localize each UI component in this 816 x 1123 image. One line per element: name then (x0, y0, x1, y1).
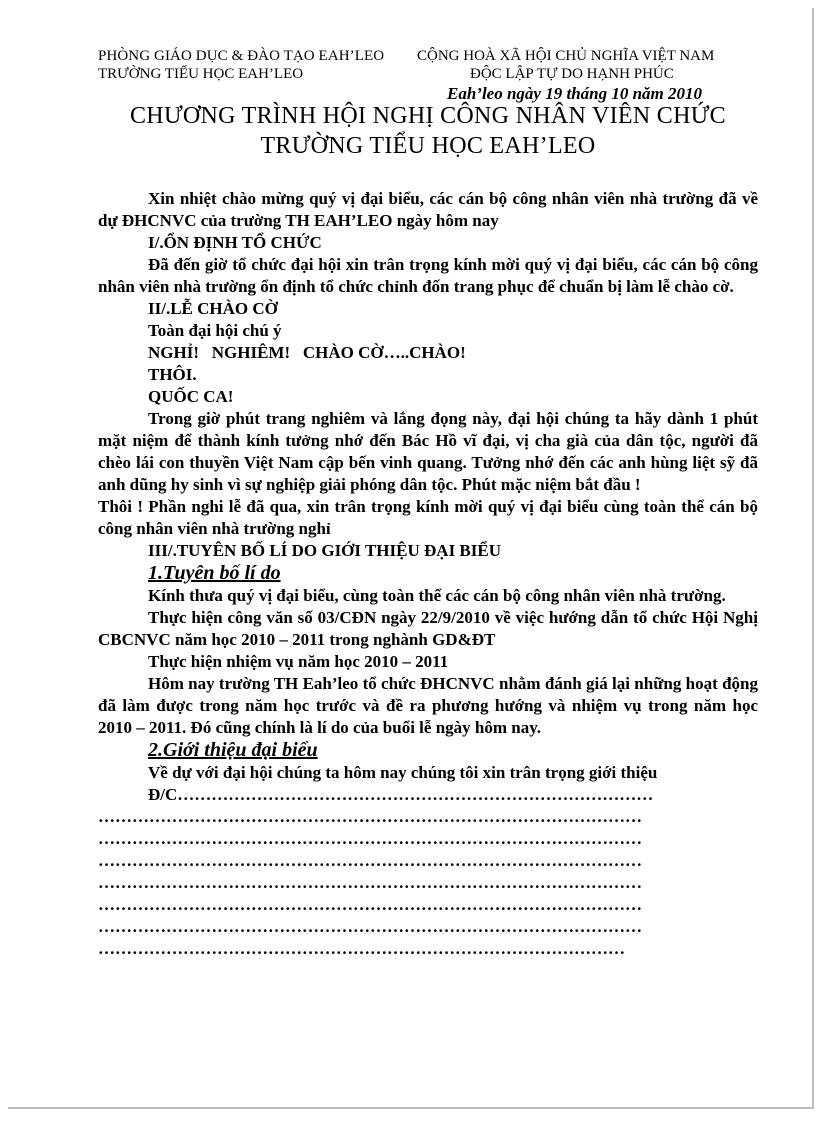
command-rest: NGHỈ! (148, 343, 199, 362)
document-title-line1: CHƯƠNG TRÌNH HỘI NGHỊ CÔNG NHÂN VIÊN CHỨC (130, 103, 726, 129)
national-motto: ĐỘC LẬP TỰ DO HẠNH PHÚC (470, 66, 674, 82)
page-edge-bottom (8, 1107, 814, 1109)
section-1-heading: I/.ỔN ĐỊNH TỔ CHỨC (148, 233, 322, 252)
section-2-heading: II/.LỄ CHÀO CỜ (148, 299, 278, 318)
section-3-heading: III/.TUYÊN BỐ LÍ DO GIỚI THIỆU ĐẠI BIỂU (148, 541, 501, 560)
document-date: Eah’leo ngày 19 tháng 10 năm 2010 (447, 84, 703, 103)
document-body (98, 188, 758, 960)
silence-paragraph: Trong giờ phút trang nghiêm và lắng đọng này, đại hội chúng ta hãy dành 1 phút mặt niệm để thành kính tưởng nhớ đến Bác Hồ vĩ đại, vị cha già của dân tộc, người đã chèo lái con thuyền Việt Nam cập bến vinh quang. Tưởng nhớ đến các anh hùng liệt sỹ đã anh dũng hy sinh vì sự nghiệp giải phóng dân tộc. Phút mặc niệm bắt đầu ! (98, 409, 758, 494)
command-attention: NGHIÊM! (211, 343, 291, 362)
section-1-paragraph: Đã đến giờ tổ chức đại hội xin trân trọng kính mời quý vị đại biểu, các cán bộ công nhân viên nhà trường ổn định tổ chức chỉnh đốn trang phục để chuẩn bị làm lễ chào cờ. (98, 255, 758, 296)
purpose-paragraph: Hôm nay trường TH Eah’leo tổ chức ĐHCNVC nhằm đánh giá lại những hoạt động đã làm được trong năm học trước và đề ra phương hướng và nhiệm vụ trong năm học 2010 – 2011. Đó cũng chính là lí do của buổi lễ ngày hôm nay. (98, 674, 758, 737)
greeting-paragraph: Kính thưa quý vị đại biểu, cùng toàn thể các cán bộ công nhân viên nhà trường. (148, 586, 726, 605)
department-name: PHÒNG GIÁO DỤC & ĐÀO TẠO EAH’LEO (98, 48, 385, 64)
subsection-2-heading: 2.Giới thiệu đại biểu (148, 739, 318, 761)
dotted-line: …………………………………………………………………………………… (98, 917, 642, 936)
document-title-line2: TRƯỜNG TIỂU HỌC EAH’LEO (260, 133, 596, 159)
dotted-line: …………………………………………………………………………………… (98, 873, 642, 892)
dotted-line: …………………………………………………………………………………… (98, 807, 642, 826)
document-header (0, 48, 816, 108)
school-name: TRƯỜNG TIỂU HỌC EAH’LEO (98, 66, 304, 82)
stop-line: THÔI. (148, 365, 197, 384)
attention-line: Toàn đại hội chú ý (148, 321, 282, 340)
dotted-line: ………………………………………………………………………………… (98, 939, 625, 958)
introduction-paragraph: Về dự với đại hội chúng ta hôm nay chúng tôi xin trân trọng giới thiệu (148, 763, 658, 782)
national-title: CỘNG HOÀ XÃ HỘI CHỦ NGHĨA VIỆT NAM (417, 48, 715, 64)
dotted-line: …………………………………………………………………………………… (98, 829, 642, 848)
welcome-paragraph: Xin nhiệt chào mừng quý vị đại biểu, các cán bộ công nhân viên nhà trường đã về dự ĐHCNVC của trường TH EAH’LEO ngày hôm nay (98, 189, 758, 230)
task-line: Thực hiện nhiệm vụ năm học 2010 – 2011 (148, 652, 449, 671)
page-edge-right (812, 8, 814, 1108)
ceremony-end-paragraph: Thôi ! Phần nghi lễ đã qua, xin trân trọng kính mời quý vị đại biểu cùng toàn thể cán bộ công nhân viên nhà trường nghỉ (98, 497, 758, 538)
command-salute: CHÀO CỜ…..CHÀO! (302, 343, 466, 362)
command-line (98, 342, 758, 364)
dotted-line: …………………………………………………………………………………… (98, 851, 642, 870)
directive-paragraph: Thực hiện công văn số 03/CĐN ngày 22/9/2010 về việc hướng dẫn tổ chức Hội Nghị CBCNVC năm học 2010 – 2011 trong nghành GD&ĐT (98, 608, 758, 649)
dotted-line: …………………………………………………………………………………… (98, 895, 642, 914)
subsection-1-heading: 1.Tuyên bố lí do (148, 562, 281, 584)
delegate-line: Đ/C………………………………………………………………………… (148, 785, 654, 804)
anthem-line: QUỐC CA! (148, 387, 234, 406)
